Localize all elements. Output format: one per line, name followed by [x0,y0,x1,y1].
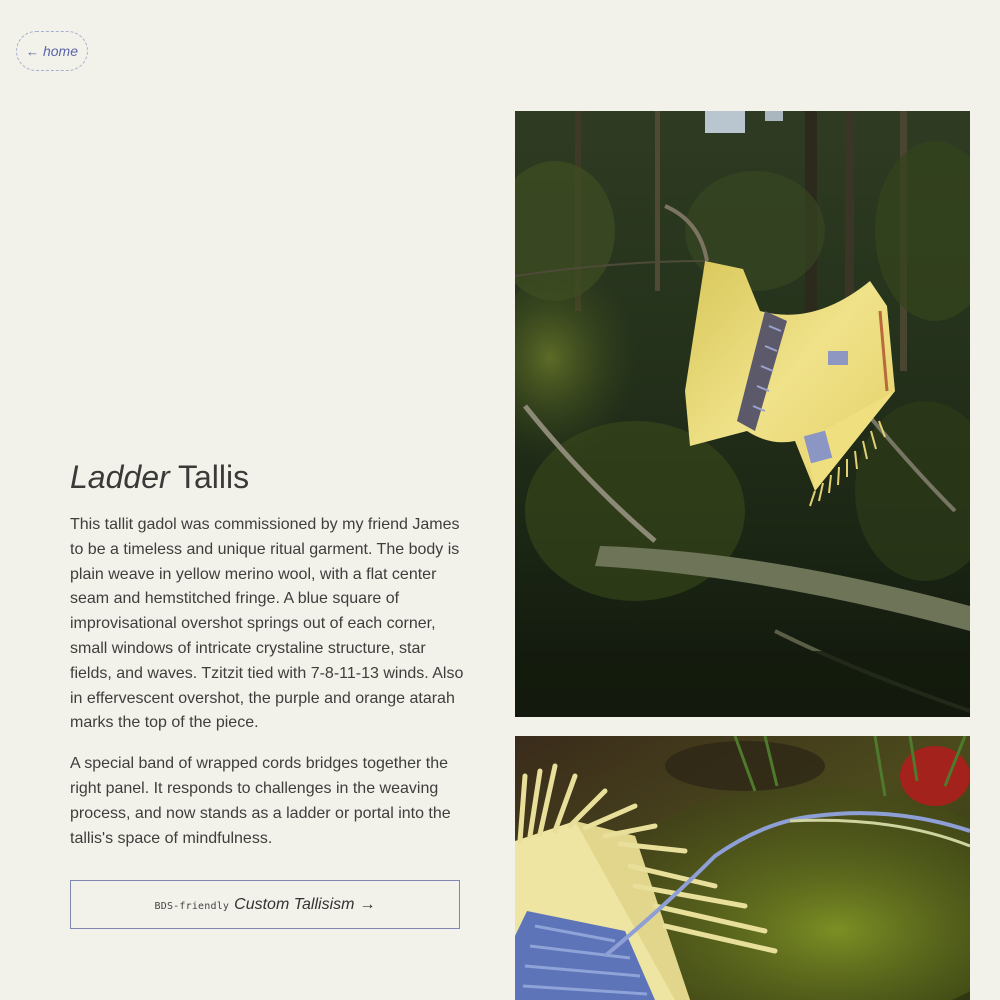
page-title [70,455,465,499]
description-paragraph-2: A special band of wrapped cords bridges together the right panel. It responds to challenges in the weaving process, and now stands as a ladder or portal into the tallis's space of mindfulness. [70,755,451,847]
tallis-forest-photo [515,111,970,717]
title-italic-word: Ladder [70,459,170,495]
description-paragraph-1: This tallit gadol was commissioned by my friend James to be a timeless and unique ritual garment. The body is plain weave in yellow merino wool, with a flat center seam and hemstitched fringe. A blue square of improvisational overshot springs out of each corner, small windows of intricate crystaline structure, star fields, and waves. Tzitzit tied with 7-8-11-13 winds. Also in effervescent overshot, the purple and orange atarah marks the top of the piece. [70,516,464,732]
title-rest: Tallis [169,459,250,495]
project-description-column [70,455,465,867]
custom-tallisism-button[interactable] [70,880,460,929]
arrow-left-icon: ← [25,43,39,59]
home-link[interactable] [16,31,88,71]
arrow-right-icon: → [359,895,376,913]
cta-label: Custom Tallisism [234,895,355,913]
tallis-moss-detail-photo [515,736,970,1000]
cta-tag: BDS-friendly [154,901,230,912]
home-label: home [42,43,79,59]
